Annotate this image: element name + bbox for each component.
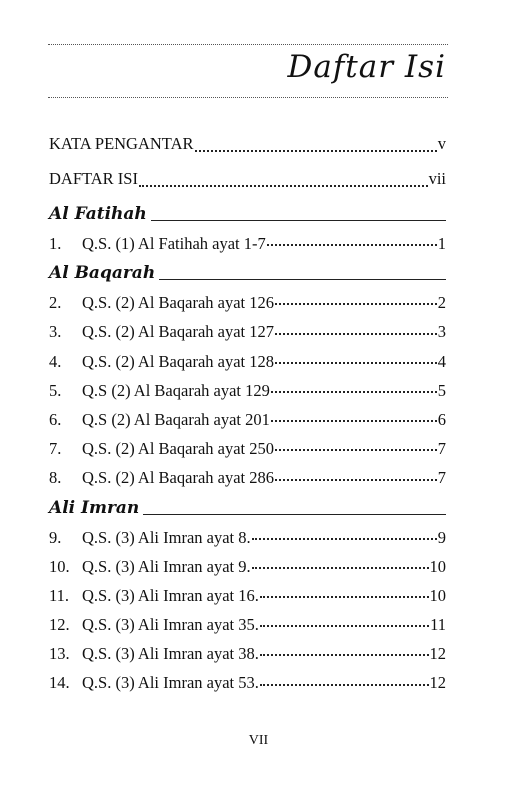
toc-entry-title: Q.S. (3) Ali Imran ayat 35. [82,615,259,635]
section-title: Al Baqarah [49,263,156,284]
toc-entry[interactable] [49,317,446,346]
toc-entry-number: 9. [49,527,62,547]
toc-entry-title: Q.S. (2) Al Baqarah ayat 250 [82,439,274,459]
dot-leader [260,683,429,686]
toc-entry-title: Q.S. (3) Ali Imran ayat 9. [82,556,251,576]
toc-entry-number: 14. [49,673,70,693]
toc-entry-page: 9 [437,527,446,547]
dot-leader [271,419,437,422]
toc-entry-number: 11. [49,585,70,605]
toc-entry[interactable] [49,581,446,610]
toc-entry-number: 3. [49,322,62,342]
footer-page-number: VII [248,733,269,748]
toc-entry[interactable] [49,639,446,668]
dot-leader [275,361,437,364]
section-underline [143,513,446,515]
toc-entry[interactable] [49,552,446,581]
toc-entry-number: 10. [49,556,70,576]
page-header [48,44,448,98]
toc-entry-number: 5. [49,380,62,400]
toc-entry-title: Q.S. (3) Ali Imran ayat 53. [82,673,259,693]
toc-entry-page: 1 [437,234,446,253]
toc-entry-page: 6 [437,409,446,429]
toc-entry-title: Q.S. (2) Al Baqarah ayat 286 [82,468,274,488]
toc-entry-page: 12 [429,673,446,693]
toc-entry-title: DAFTAR ISI [49,169,138,188]
toc-entry[interactable] [49,463,446,492]
section-heading-ali-imran [49,493,446,523]
toc-entry-title: Q.S. (3) Ali Imran ayat 38. [82,644,259,664]
toc-entry-title: Q.S (2) Al Baqarah ayat 129 [82,380,270,400]
toc-entry[interactable] [49,434,446,463]
toc-entry-daftar-isi[interactable] [49,164,446,199]
section-heading-al-baqarah [49,258,446,288]
dot-leader [260,624,429,627]
page-title: Daftar Isi [287,49,446,85]
section-title: Al Fatihah [49,204,147,224]
dot-leader [275,478,437,481]
toc-entry-kata-pengantar[interactable] [49,129,446,164]
toc-entry[interactable] [49,347,446,376]
toc-entry[interactable] [49,610,446,639]
toc-entry-title: KATA PENGANTAR [49,134,194,153]
toc-entry-page: 7 [437,468,446,488]
toc-entry-number: 1. [49,234,62,253]
toc-entry[interactable] [49,405,446,434]
toc-entry-title: Q.S. (2) Al Baqarah ayat 128 [82,351,274,371]
dot-leader [271,390,437,393]
toc-entry-page: 7 [437,439,446,459]
dot-leader [260,595,429,598]
toc-entry[interactable] [49,288,446,317]
section-underline [151,219,446,221]
toc-entry-page: 2 [437,293,446,313]
dot-leader [275,302,437,305]
toc-entry-number: 6. [49,409,62,429]
section-heading-al-fatihah [49,199,446,229]
toc-entry-title: Q.S. (3) Ali Imran ayat 8. [82,527,251,547]
toc-entry-page: 11 [430,615,446,635]
toc-entry-page: 3 [437,322,446,342]
dot-leader [267,243,437,246]
toc-entry[interactable] [49,523,446,552]
toc-entry-number: 12. [49,615,70,635]
toc-entry-page: 10 [429,585,446,605]
toc-entry-title: Q.S. (2) Al Baqarah ayat 126 [82,293,274,313]
toc-entry-title: Q.S. (2) Al Baqarah ayat 127 [82,322,274,342]
toc-entry-page: v [437,134,446,153]
toc-entry-title: Q.S. (3) Ali Imran ayat 16. [82,585,259,605]
toc-entry-page: vii [428,169,446,188]
section-underline [159,278,446,280]
dot-leader [275,448,437,451]
toc-entry-page: 10 [429,556,446,576]
toc-entry-page: 4 [437,351,446,371]
toc-entry-number: 4. [49,351,62,371]
toc-entry-title: Q.S. (1) Al Fatihah ayat 1-7 [82,234,266,253]
toc-entry[interactable] [49,376,446,405]
dot-leader [195,149,437,152]
dot-leader [275,332,437,335]
toc-entry-page: 5 [437,380,446,400]
table-of-contents [49,129,446,698]
toc-entry-number: 2. [49,293,62,313]
dot-leader [260,653,429,656]
toc-entry-number: 8. [49,468,62,488]
toc-entry-page: 12 [429,644,446,664]
dot-leader [252,537,437,540]
toc-entry-number: 7. [49,439,62,459]
section-title: Ali Imran [49,497,140,518]
dot-leader [252,566,429,569]
toc-entry[interactable] [49,229,446,258]
toc-entry-title: Q.S (2) Al Baqarah ayat 201 [82,409,270,429]
toc-entry-number: 13. [49,644,70,664]
dot-leader [139,184,428,187]
toc-entry[interactable] [49,668,446,697]
